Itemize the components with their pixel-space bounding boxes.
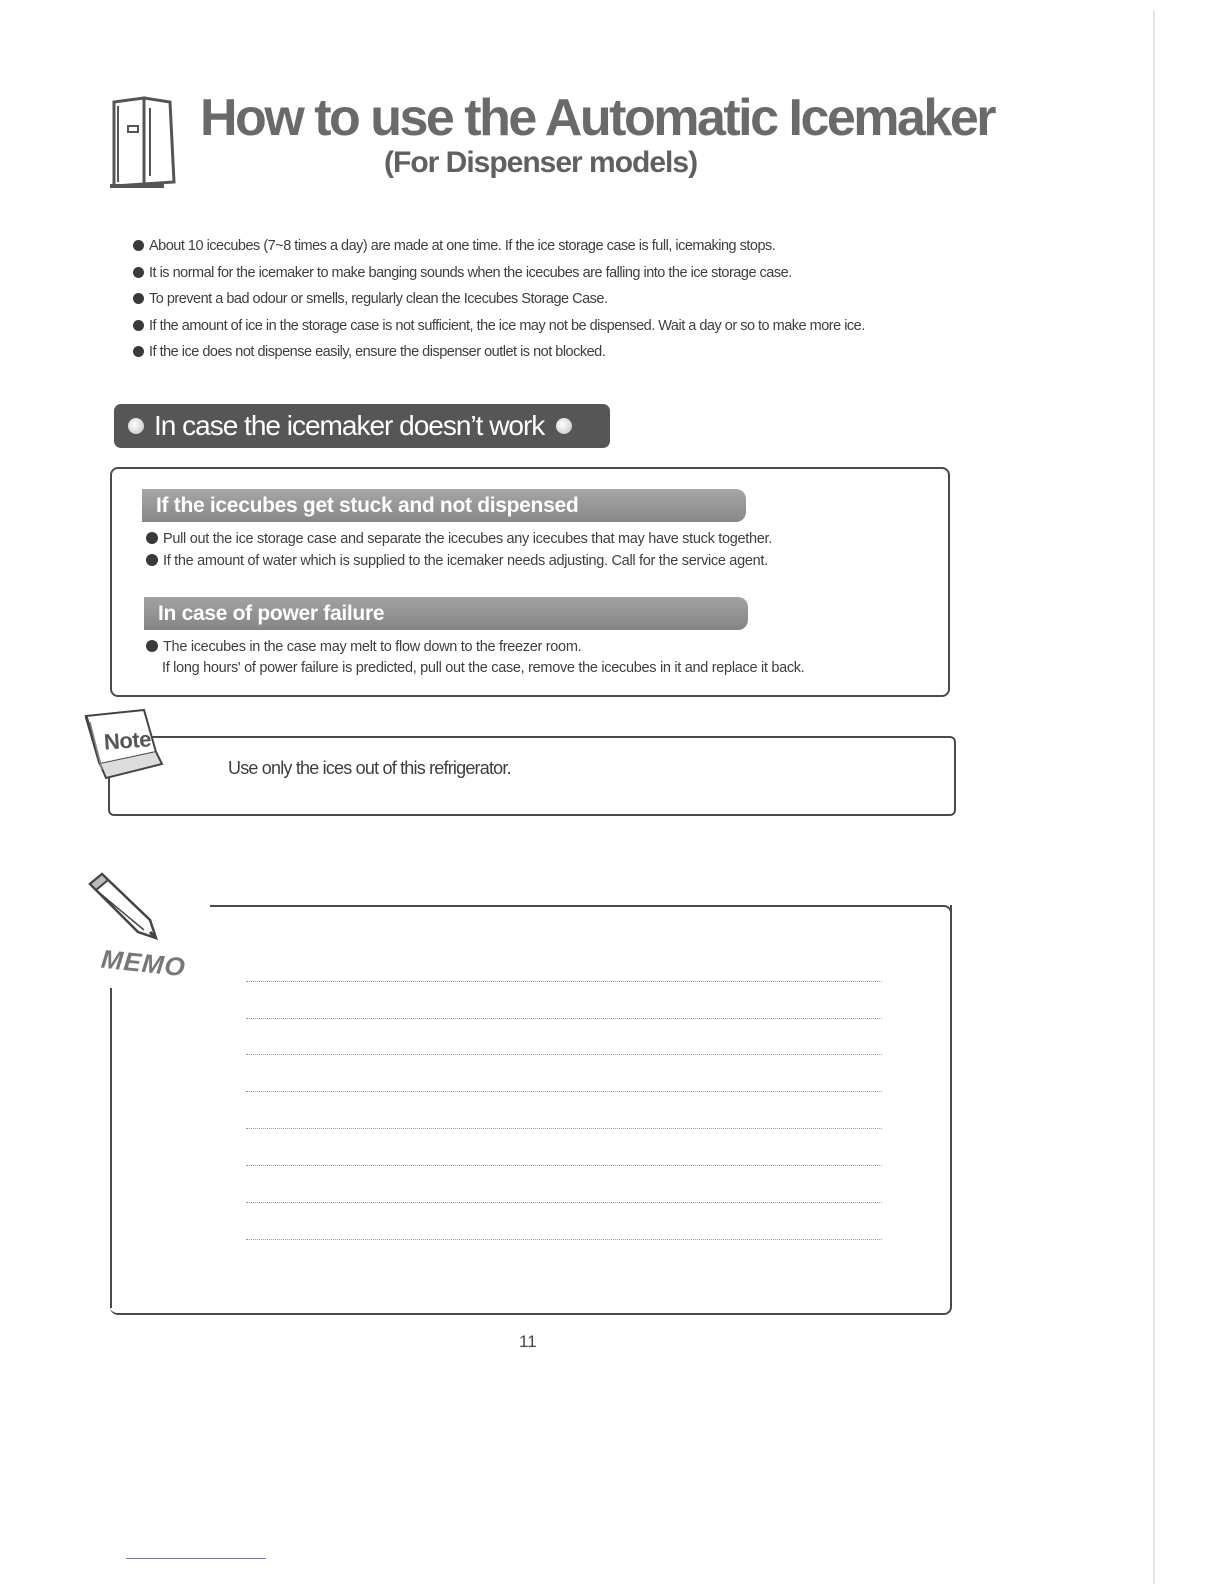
page-subtitle: (For Dispenser models) — [384, 146, 698, 179]
list-item: To prevent a bad odour or smells, regularly clean the Icecubes Storage Case. — [133, 287, 865, 314]
list-item: If the amount of ice in the storage case is not sufficient, the ice may not be dispensed. Wait a day or so to make more ice. — [133, 314, 865, 341]
memo-line — [246, 1202, 882, 1203]
page-edge — [1153, 10, 1155, 1584]
memo-line — [246, 1165, 882, 1166]
circle-bullet-icon — [556, 418, 572, 434]
list-item: About 10 icecubes (7~8 times a day) are made at one time. If the ice storage case is full, icemaking stops. — [133, 234, 865, 261]
banner-text: In case the icemaker doesn’t work — [154, 410, 545, 441]
page-title: How to use the Automatic Icemaker — [200, 89, 995, 147]
bullet-icon — [133, 240, 144, 251]
circle-bullet-icon — [128, 418, 144, 434]
memo-left-border — [110, 988, 112, 1308]
bullet-icon — [133, 346, 144, 357]
bullet-icon — [133, 267, 144, 278]
note-text: Use only the ices out of this refrigerator. — [228, 758, 511, 778]
memo-line — [246, 981, 882, 982]
refrigerator-icon — [104, 96, 180, 190]
memo-line — [246, 1091, 882, 1092]
power-line-1: The icecubes in the case may melt to flow down to the freezer room. — [146, 637, 581, 658]
memo-top-border — [210, 905, 944, 907]
bullet-icon — [133, 293, 144, 304]
memo-line — [246, 1018, 882, 1019]
power-line-2: If long hours' of power failure is predicted, pull out the case, remove the icecubes in it and replace it back. — [162, 660, 805, 676]
list-item: If the ice does not dispense easily, ensure the dispenser outlet is not blocked. — [133, 340, 865, 367]
list-item: It is normal for the icemaker to make banging sounds when the icecubes are falling into the ice storage case. — [133, 261, 865, 288]
troubleshooting-box — [110, 467, 950, 697]
memo-line — [246, 1128, 882, 1129]
bullet-icon — [146, 532, 158, 544]
memo-line — [246, 1054, 882, 1055]
memo-line — [246, 1239, 882, 1240]
intro-bullet-list — [133, 234, 865, 367]
power-failure-heading: In case of power failure — [144, 597, 748, 630]
troubleshooting-banner — [114, 404, 610, 448]
note-label: Note — [103, 726, 152, 755]
memo-label: MEMO — [99, 943, 188, 983]
stuck-icecubes-heading: If the icecubes get stuck and not dispensed — [142, 489, 746, 522]
memo-corner — [938, 905, 952, 919]
stuck-line-1: Pull out the ice storage case and separate the icecubes any icecubes that may have stuck together. — [146, 529, 772, 550]
bullet-icon — [133, 320, 144, 331]
page-number: 11 — [519, 1332, 537, 1351]
bullet-icon — [146, 640, 158, 652]
memo-box — [110, 905, 952, 1315]
footer-rule — [126, 1558, 266, 1559]
bullet-icon — [146, 554, 158, 566]
stuck-line-2: If the amount of water which is supplied to the icemaker needs adjusting. Call for the service agent. — [146, 551, 768, 572]
